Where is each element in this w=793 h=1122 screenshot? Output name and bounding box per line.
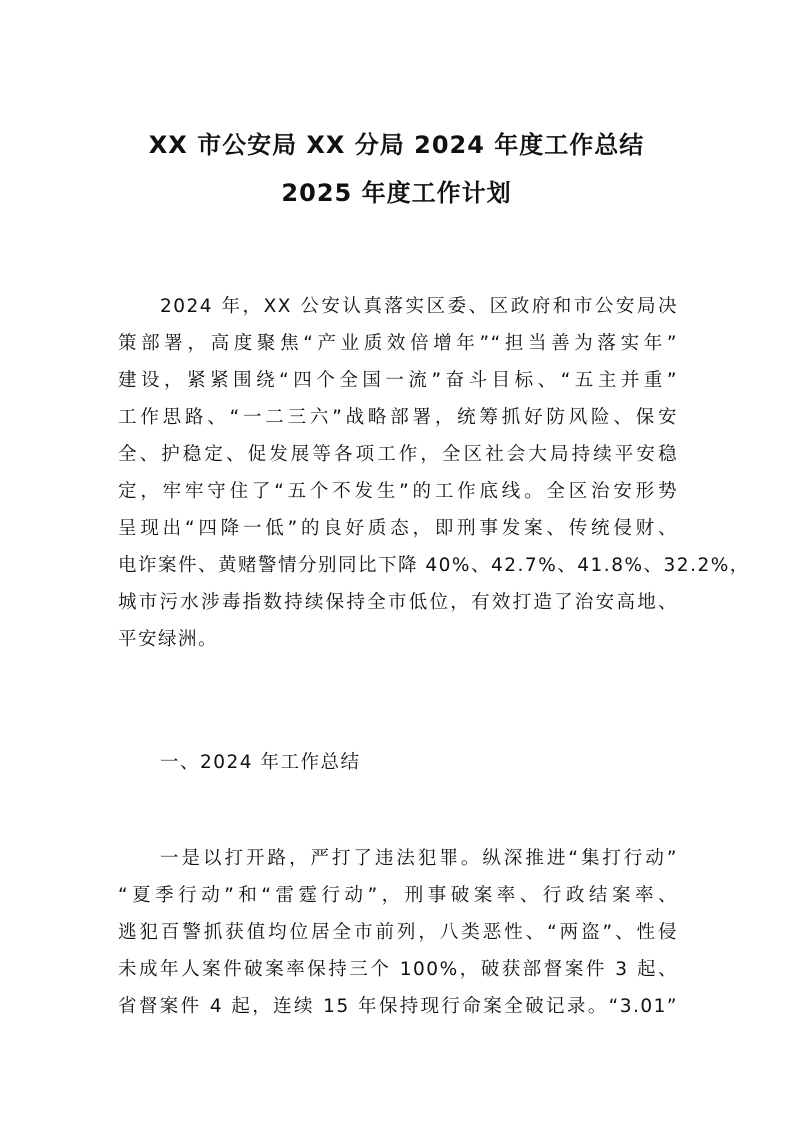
document-title-line-1: XX 市公安局 XX 分局 2024 年度工作总结 [148,131,645,159]
intro-paragraph [118,288,750,658]
section-heading [118,744,678,781]
intro-line: 全、护稳定、促发展等各项工作，全区社会大局持续平安稳 [118,444,678,465]
section1-line: 逃犯百警抓获值均位居全市前列，八类恶性、“两盗”、性侵 [118,922,678,943]
section1-paragraph [118,840,678,1025]
intro-line: 2024 年，XX 公安认真落实区委、区政府和市公安局决 [160,296,678,317]
intro-line: 电诈案件、黄赌警情分别同比下降 40%、42.7%、41.8%、32.2%， [118,555,750,576]
intro-line: 平安绿洲。 [118,629,219,650]
section1-line: “夏季行动”和“雷霆行动”，刑事破案率、行政结案率、 [118,885,678,906]
intro-line: 工作思路、“一二三六”战略部署，统筹抓好防风险、保安 [118,407,678,428]
section1-line: 未成年人案件破案率保持三个 100%，破获部督案件 3 起、 [118,959,678,980]
intro-line: 城市污水涉毒指数持续保持全市低位，有效打造了治安高地、 [118,592,678,613]
intro-line: 策部署，高度聚焦“产业质效倍增年”“担当善为落实年” [118,333,678,354]
intro-line: 呈现出“四降一低”的良好质态，即刑事发案、传统侵财、 [118,518,678,539]
section-heading-text: 一、2024 年工作总结 [160,752,361,773]
section1-line: 一是以打开路，严打了违法犯罪。纵深推进“集打行动” [160,848,678,869]
section1-line: 省督案件 4 起，连续 15 年保持现行命案全破记录。“3.01” [118,996,678,1017]
intro-line: 建设，紧紧围绕“四个全国一流”奋斗目标、“五主并重” [118,370,678,391]
document-title-line-2: 2025 年度工作计划 [281,179,512,207]
intro-line: 定，牢牢守住了“五个不发生”的工作底线。全区治安形势 [118,481,678,502]
